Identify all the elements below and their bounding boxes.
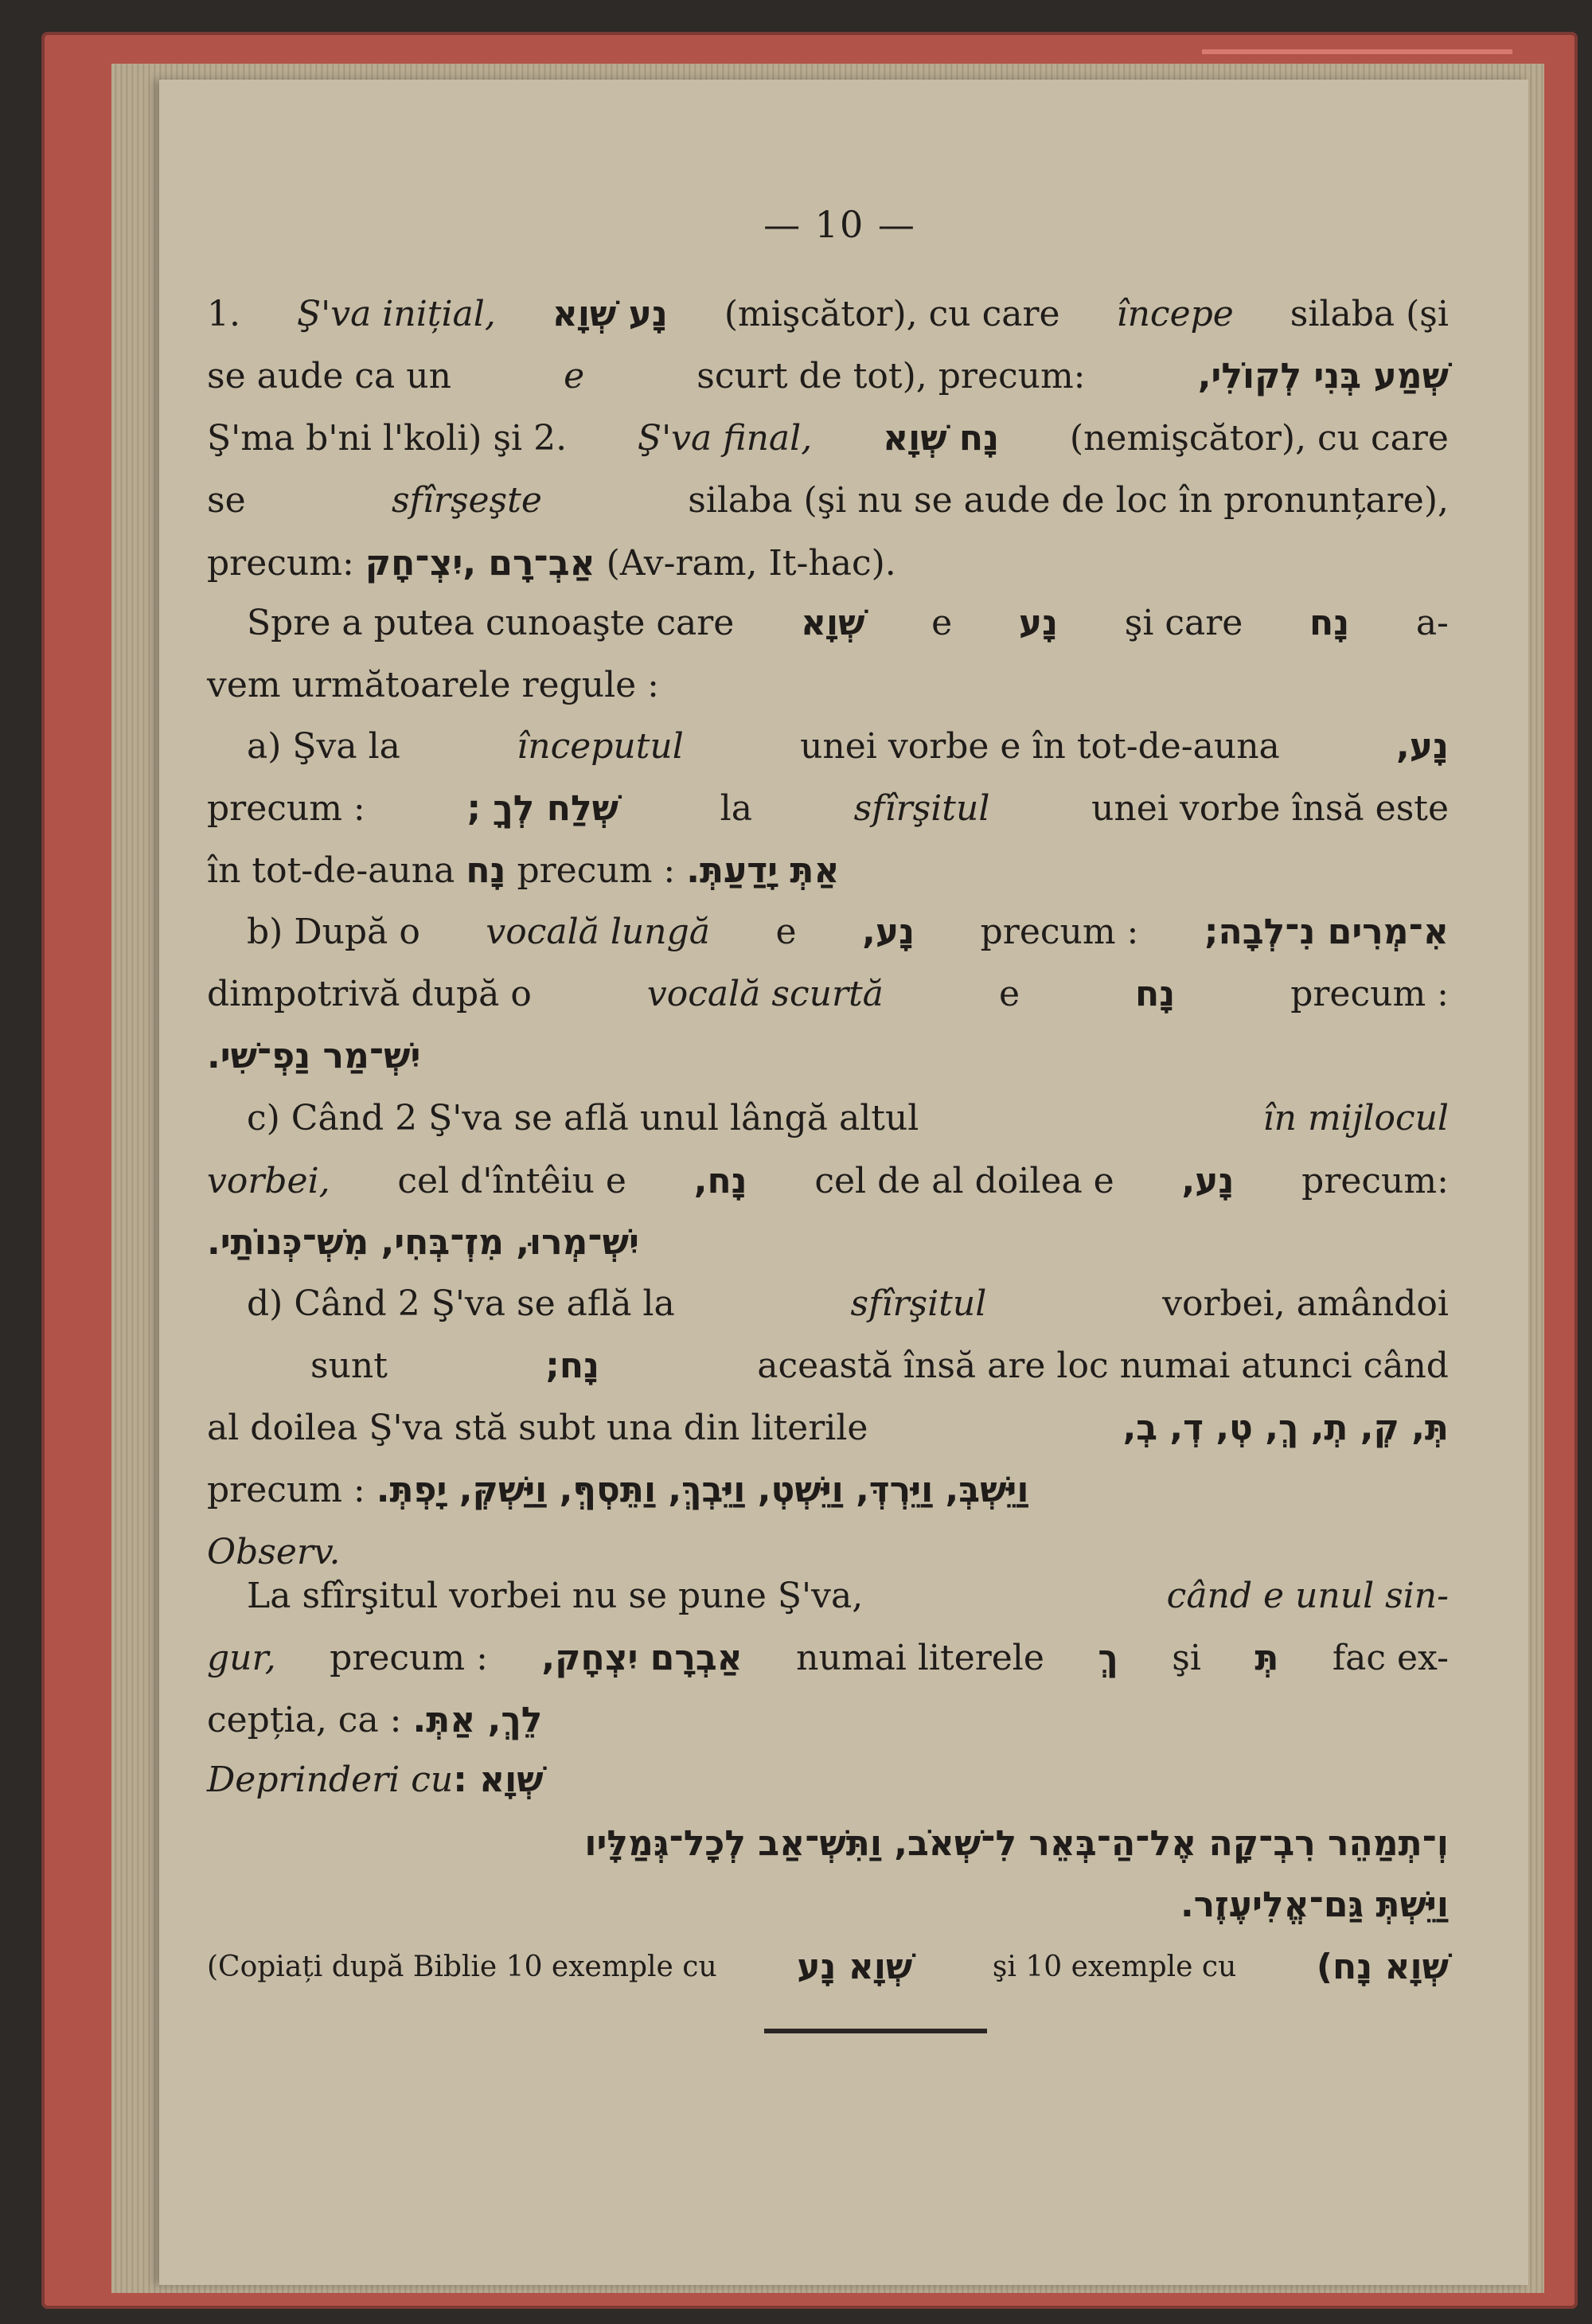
text-segment: silaba (şi nu se aude de loc în pronunțare), (688, 480, 1449, 521)
italic-text: sfîrşeşte (391, 480, 542, 521)
hebrew-text: נָח; (545, 1346, 599, 1386)
text-segment: cepția, ca : (207, 1700, 413, 1740)
hebrew-text: אַתְּ יָדַעַתְּ. (686, 850, 840, 891)
text-line-19 (207, 1406, 1449, 1451)
hebrew-text: אַבְ־רָם ,יִצְ־חָק (365, 543, 595, 584)
text-segment: (nemişcător), cu care (1069, 418, 1449, 459)
text-segment: b) După o (247, 912, 420, 952)
text-line-16 (207, 1221, 1449, 1265)
text-segment: în tot-de-auna (207, 850, 466, 891)
text-line-3 (207, 416, 1449, 461)
text-segment: Ş'ma b'ni l'koli) şi 2. (207, 418, 568, 459)
italic-text: începutul (517, 726, 684, 767)
cover-stripe (1202, 49, 1512, 54)
text-segment: vem următoarele regule : (207, 665, 660, 705)
text-segment: precum : (505, 850, 687, 891)
text-line-18 (310, 1344, 1449, 1389)
hebrew-text: נָע (1018, 603, 1059, 643)
hebrew-text: יִשְׁ־מְרוּ, מִזְ־בְּחִי, מִשְׁ־כְּנוֹתַי. (207, 1222, 639, 1263)
text-line-25 (207, 1758, 1449, 1803)
italic-text: vocală scurtă (646, 974, 884, 1014)
text-segment: cel d'întêiu e (397, 1161, 626, 1201)
text-line-12 (207, 972, 1449, 1017)
text-line-7 (207, 663, 1449, 708)
text-segment: scurt de tot), precum: (696, 356, 1086, 396)
text-line-21 (207, 1530, 1449, 1575)
text-line-14 (247, 1096, 1449, 1141)
hebrew-text: נָע, (862, 912, 915, 952)
hebrew-text: תְּ, קְ, תְ, ךְ, טְ, דְ, בְ, (1122, 1408, 1449, 1448)
text-segment: şi 10 exemple cu (992, 1951, 1237, 1983)
closing-rule (764, 2029, 987, 2033)
text-line-27 (207, 1883, 1449, 1928)
hebrew-text: וַיֵּשְׁבְּ, וַיֵּרְדְּ, וַיֵּשְׁטְ, וַיֵּבְךְּ, וַתֵּסְףְּ, וַיַּשְׁקְּ, יָפְתְּ. (376, 1470, 1029, 1510)
hebrew-text: נָח (1135, 974, 1176, 1014)
hebrew-text: ךְ (1098, 1638, 1118, 1678)
text-segment: al doilea Ş'va stă subt una din literile (207, 1408, 868, 1448)
hebrew-text: נָח שְׁוָא (883, 418, 1000, 459)
text-segment: numai literele (796, 1638, 1044, 1678)
text-line-8 (247, 725, 1449, 769)
text-segment: precum: (207, 543, 365, 584)
text-segment: precum : (207, 1470, 377, 1510)
text-segment: c) Când 2 Ş'va se află unul lângă altul (247, 1098, 919, 1139)
italic-text: gur, (207, 1638, 276, 1678)
hebrew-text: לֵךְ, אַתְּ. (412, 1700, 543, 1740)
text-segment: a- (1415, 603, 1449, 643)
italic-text: e (564, 356, 585, 396)
text-segment: a) Şva la (247, 726, 400, 767)
text-segment: vorbei, amândoi (1162, 1283, 1449, 1324)
page-number: — 10 — (763, 203, 916, 246)
text-line-10 (207, 849, 1449, 893)
text-line-23 (207, 1636, 1449, 1681)
hebrew-text: שְׁלַח לְךָ ; (466, 788, 618, 829)
text-segment: şi (1172, 1638, 1201, 1678)
text-segment: La sfîrşitul vorbei nu se pune Ş'va, (247, 1576, 864, 1616)
text-segment: 1. (207, 294, 240, 334)
italic-text: vorbei, (207, 1161, 330, 1201)
hebrew-text: נָח (1309, 603, 1350, 643)
italic-text: în mijlocul (1262, 1098, 1449, 1139)
text-segment: precum : (980, 912, 1139, 952)
hebrew-text: וְ־תְמַהֵר רִבְ־קָה אֶל־הַ־בְּאֵר לִ־שְׁאֹב, וַתִּשְׁ־אַב לְכָל־גְּמַלָּיו (584, 1823, 1449, 1864)
text-segment: precum : (207, 788, 365, 829)
hebrew-text: נָע שְׁוָא (552, 294, 668, 334)
text-line-5 (207, 541, 1449, 586)
italic-text: când e unul sin- (1166, 1576, 1449, 1616)
italic-text: Observ. (207, 1532, 341, 1572)
text-line-24 (207, 1698, 1449, 1743)
hebrew-text: שְׁוָא : (453, 1760, 556, 1800)
text-segment: unei vorbe însă este (1091, 788, 1449, 829)
hebrew-text: שְׁמַע בְּנִי לְקוֹלִי, (1197, 356, 1449, 396)
text-segment: sunt (310, 1346, 388, 1386)
text-line-22 (247, 1574, 1449, 1619)
text-segment: şi care (1124, 603, 1243, 643)
text-segment: silaba (şi (1290, 294, 1449, 334)
hebrew-text: שְׁוָא נָח) (1316, 1947, 1449, 1987)
text-segment: e (998, 974, 1020, 1014)
italic-text: sfîrşitul (853, 788, 990, 829)
hebrew-text: וַיֵּשְׁתְּ גַּם־אֱלִיעֶזֶר. (1180, 1885, 1449, 1925)
text-segment: precum : (330, 1638, 488, 1678)
text-segment: Spre a putea cunoaşte care (247, 603, 735, 643)
text-segment: (Av-ram, It-hac). (595, 543, 896, 584)
text-line-4 (207, 478, 1449, 523)
text-segment: dimpotrivă după o (207, 974, 532, 1014)
text-segment: se (207, 480, 246, 521)
text-segment: (Copiați după Biblie 10 exemple cu (207, 1951, 717, 1983)
hebrew-text: נָע, (1396, 726, 1449, 767)
text-line-11 (247, 910, 1449, 955)
italic-text: sfîrşitul (850, 1283, 987, 1324)
italic-text: Deprinderi cu (207, 1760, 454, 1800)
hebrew-text: נָע, (1181, 1161, 1235, 1201)
text-segment: la (720, 788, 752, 829)
text-line-2 (207, 354, 1449, 399)
hebrew-text: נָח, (693, 1161, 747, 1201)
text-segment: cel de al doilea e (814, 1161, 1114, 1201)
text-segment: unei vorbe e în tot-de-auna (800, 726, 1280, 767)
text-segment: d) Când 2 Ş'va se află la (247, 1283, 675, 1324)
text-line-20 (207, 1468, 1449, 1513)
text-line-1 (207, 292, 1449, 337)
hebrew-text: תְּ (1254, 1638, 1279, 1678)
text-line-28 (207, 1945, 1449, 1990)
text-segment: e (931, 603, 953, 643)
text-segment: se aude ca un (207, 356, 451, 396)
text-segment: precum : (1290, 974, 1449, 1014)
text-line-26 (207, 1822, 1449, 1866)
text-segment: (mişcător), cu care (724, 294, 1060, 334)
text-line-6 (247, 601, 1449, 646)
italic-text: începe (1116, 294, 1234, 334)
hebrew-text: יִשְׁ־מַר נַפְ־שִׁי. (207, 1036, 421, 1076)
hebrew-text: אַבְרָם יִצְחָק, (541, 1638, 743, 1678)
italic-text: vocală lungă (486, 912, 711, 952)
text-line-17 (247, 1282, 1449, 1326)
text-segment: precum: (1301, 1161, 1449, 1201)
hebrew-text: אִ־מְרִים נִ־לְבָה; (1204, 912, 1449, 952)
italic-text: Ş'va inițial, (296, 294, 496, 334)
text-segment: e (775, 912, 797, 952)
text-segment: fac ex- (1332, 1638, 1449, 1678)
text-line-15 (207, 1159, 1449, 1204)
hebrew-text: שְׁוָא (800, 603, 865, 643)
hebrew-text: נָח (466, 850, 506, 891)
text-segment: această însă are loc numai atunci când (757, 1346, 1449, 1386)
text-line-9 (207, 787, 1449, 831)
italic-text: Ş'va final, (637, 418, 813, 459)
text-line-13 (207, 1034, 1449, 1079)
hebrew-text: שְׁוָא נָע (797, 1947, 913, 1987)
